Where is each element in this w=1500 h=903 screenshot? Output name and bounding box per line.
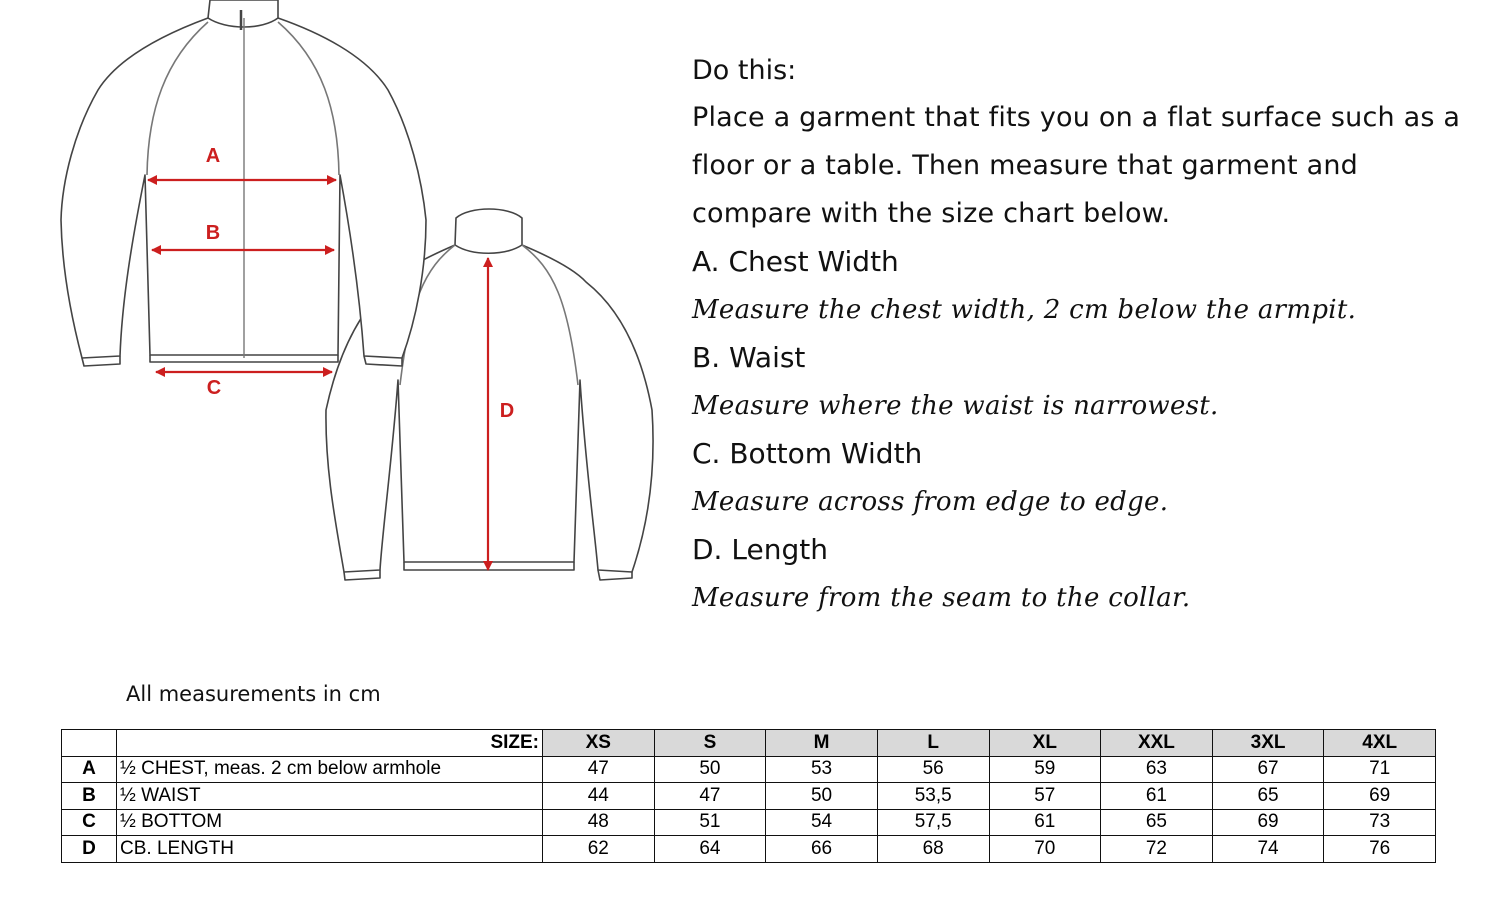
table-row [62,756,1436,783]
label-d: D [499,400,515,422]
table-cell: 68 [877,836,989,863]
bottom-width-title: C. Bottom Width [692,437,923,470]
table-cell: 47 [654,783,766,810]
table-cell: 47 [543,756,655,783]
length-title: D. Length [692,533,828,566]
size-4xl: 4XL [1324,730,1436,757]
table-cell: 61 [989,809,1101,836]
table-cell: 74 [1212,836,1324,863]
waist-desc: Measure where the waist is narrowest. [692,391,1219,421]
size-3xl: 3XL [1212,730,1324,757]
table-cell: 53 [766,756,878,783]
length-desc: Measure from the seam to the collar. [692,583,1191,613]
table-cell: 56 [877,756,989,783]
instructions-heading: Do this: [692,55,797,86]
label-c: C [206,377,222,399]
header-blank-cell [62,730,117,757]
size-xxl: XXL [1101,730,1213,757]
table-cell: 70 [989,836,1101,863]
table-cell: 76 [1324,836,1436,863]
table-cell: 72 [1101,836,1213,863]
table-cell: 63 [1101,756,1213,783]
table-row [62,809,1436,836]
size-s: S [654,730,766,757]
table-cell: 65 [1212,783,1324,810]
row-letter: D [62,836,117,863]
size-xl: XL [989,730,1101,757]
table-cell: 50 [766,783,878,810]
table-cell: 64 [654,836,766,863]
size-label-cell: SIZE: [117,730,543,757]
measuring-instructions [692,50,1482,622]
table-cell: 62 [543,836,655,863]
row-letter: B [62,783,117,810]
table-cell: 65 [1101,809,1213,836]
intro-line-2: floor or a table. Then measure that garment and [692,150,1358,181]
table-cell: 51 [654,809,766,836]
table-cell: 57,5 [877,809,989,836]
table-cell: 69 [1212,809,1324,836]
size-header-row [62,730,1436,757]
table-cell: 57 [989,783,1101,810]
table-cell: 59 [989,756,1101,783]
row-label: CB. LENGTH [117,836,543,863]
table-cell: 50 [654,756,766,783]
row-label: ½ BOTTOM [117,809,543,836]
table-cell: 53,5 [877,783,989,810]
table-row [62,783,1436,810]
row-letter: C [62,809,117,836]
jacket-front-view [61,0,426,366]
table-cell: 48 [543,809,655,836]
intro-line-1: Place a garment that fits you on a flat surface such as a [692,102,1461,133]
row-label: ½ WAIST [117,783,543,810]
table-cell: 66 [766,836,878,863]
chest-width-title: A. Chest Width [692,245,899,278]
table-cell: 67 [1212,756,1324,783]
table-cell: 61 [1101,783,1213,810]
row-letter: A [62,756,117,783]
label-a: A [205,145,221,167]
units-note: All measurements in cm [126,682,381,706]
row-label: ½ CHEST, meas. 2 cm below armhole [117,756,543,783]
bottom-width-desc: Measure across from edge to edge. [692,487,1169,517]
waist-title: B. Waist [692,341,806,374]
label-b: B [205,222,221,244]
size-m: M [766,730,878,757]
size-chart-table [61,729,1436,863]
table-cell: 54 [766,809,878,836]
table-cell: 69 [1324,783,1436,810]
intro-line-3: compare with the size chart below. [692,198,1171,229]
table-cell: 73 [1324,809,1436,836]
chest-width-desc: Measure the chest width, 2 cm below the armpit. [692,295,1357,325]
jacket-measurement-illustration [0,0,670,600]
size-xs: XS [543,730,655,757]
size-l: L [877,730,989,757]
table-row [62,836,1436,863]
table-cell: 44 [543,783,655,810]
table-cell: 71 [1324,756,1436,783]
